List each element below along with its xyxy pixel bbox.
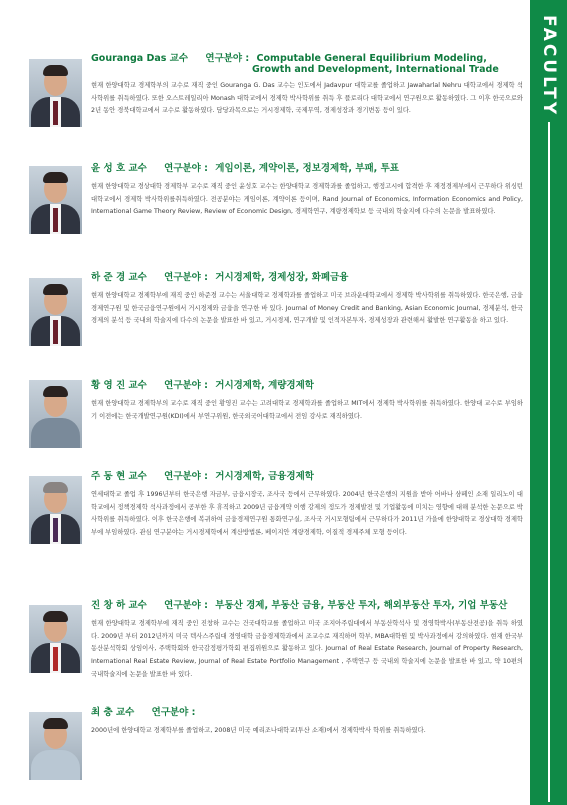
profile-heading: [91, 707, 521, 719]
professor-name: 하 준 경: [91, 272, 126, 283]
research-area-label: 연구분야 :: [164, 272, 208, 283]
profile-heading: [91, 163, 521, 175]
professor-bio: 현재 한양대학교 경제학부에 재직 중인 진창하 교수는 건국대학교를 졸업하고 미국 조지아주립대에서 부동산학석사 및 경영학박사(부동산전공)을 취득 하였다. 2009년 부터 2012년까지 미국 텍사스주립대 경영대학 금융경제학과에서 조교수로 재직하며 학부, MBA대학원 및 박사과정에서 강의하였다. 현재 한국부동산분석학회 상임이사, 주택학회와 한국감정평가학회 편집위원으로 활동하고 있다. Journal of Real Estate Research, Journal of Property Research, International Real Estate Review, Journal of Real Estate Portfolio Management , 주택연구 등 국내외 학술지에 논문을 발표한 바 있고, 약 10편의 국내학술지에 논문을 발표한 바 있다.: [91, 620, 523, 678]
professor-title: 교수: [128, 163, 147, 174]
professor-title: 교수: [169, 53, 189, 64]
professor-bio: 현재 한양대학교 경제학부에 재직 중인 하준경 교수는 서울대학교 경제학과를 졸업하고 미국 브라운대학교에서 경제학 박사학위를 취득하였다. 한국은행, 금융경제연구원 및 한국금융연구원에서 거시경제와 금융을 연구한 바 있다. Journal of Money Credit and Banking, Asian Economic Journal, 경제분석, 한국경제의 분석 등 국내외 학술지에 다수의 논문을 발표한 바 있고, 거시경제, 연구개발 및 인적자본투자, 경제성장과 관련해서 활발한 연구활동을 하고 있다.: [91, 292, 523, 325]
professor-bio: 현재 한양대학교 경제학부의 교수로 재직 중인 황영진 교수는 고려대학교 경제학과를 졸업하고 MIT에서 경제학 박사학위를 취득하였다. 한양대 교수로 부임하기 이전에는 한국개발연구원(KDI)에서 부연구위원, 한국외국어대학교에서 전임 강사로 재직하였다.: [91, 400, 523, 420]
portrait-photo: [29, 278, 82, 346]
portrait-photo: [29, 59, 82, 127]
profile-heading: [91, 380, 521, 392]
portrait-photo: [29, 166, 82, 234]
research-area: 거시경제학, 계량경제학: [215, 380, 314, 391]
sidebar-divider: [548, 122, 550, 802]
research-area-label: 연구분야 :: [205, 53, 250, 64]
portrait-photo: [29, 476, 82, 544]
profile-heading: [91, 471, 521, 483]
faculty-profile: [29, 272, 523, 352]
faculty-label: FACULTY: [539, 15, 559, 118]
professor-bio: 2000년에 한양대학교 경제학부를 졸업하고, 2008년 미국 예리조나대학교(투산 소재)에서 경제학박사 학위를 취득하였다.: [91, 727, 426, 734]
research-area-label: 연구분야 :: [164, 163, 208, 174]
professor-title: 교수: [128, 380, 147, 391]
professor-bio: 연세대학교 졸업 후 1996년부터 한국은행 자금부, 금융시장국, 조사국 등에서 근무하였다. 2004년 한국은행의 지원을 받아 어바나 샴페인 소재 일리노이 대학교에서 정책경제학 석사과정에서 공부한 후 휴직하고 2009년 금융게약 이행 강제의 정도가 경제발전 및 기업활동에 미치는 영향에 대해 분석한 논문으로 박사학위를 취득하였다. 이후 한국은행에 복귀하여 금융경제연구원 통화연구실, 조사국 거시모형팀에서 근무하다가 2011년 가을에 한양대학교 경상대학 경제학부에 부임하였다. 관심 연구분야는 거시경제학에서 계산방법론, 베이지안 계량경제학, 이질적 경제주체 모형 등이다.: [91, 491, 523, 537]
faculty-profile: [29, 707, 519, 782]
research-area: 부동산 경제, 부동산 금융, 부동산 투자, 해외부동산 투자, 기업 부동산: [215, 600, 508, 611]
faculty-profile: [29, 600, 523, 695]
research-area: Computable General Equilibrium Modeling,: [256, 53, 487, 64]
research-area: 거시경제학, 금융경제학: [215, 471, 314, 482]
research-area-label: 연구분야 :: [164, 600, 208, 611]
professor-name: 진 창 하: [91, 600, 126, 611]
faculty-profile: [29, 53, 523, 133]
professor-title: 교수: [128, 471, 147, 482]
professor-name: 윤 성 호: [91, 163, 126, 174]
profile-heading: [91, 600, 521, 612]
professor-name: 주 동 현: [91, 471, 126, 482]
research-area-continued: Growth and Development, International Trade: [252, 64, 499, 75]
portrait-photo: [29, 605, 82, 673]
professor-title: 교수: [128, 600, 147, 611]
professor-title: 교수: [115, 707, 135, 718]
research-area-label: 연구분야 :: [164, 471, 208, 482]
faculty-profile: [29, 163, 523, 248]
professor-name: Gouranga Das: [91, 53, 167, 64]
portrait-photo: [29, 712, 82, 780]
professor-bio: 현재 한양대학교 경상대학 경제학부 교수로 재직 중인 윤성호 교수는 한양대학교 경제학과를 졸업하고, 행정고시에 합격한 후 재정경제부에서 근무하다 위싱턴대학교에서 경제학 박사학위를취득하였다. 전공분야는 게임이론, 계약이론 등이며, Rand Journal of Economics, Information Economics and Policy, International Game Theory Review, Review of Economic Design, 경제학연구, 계량경제학보 등 국내외 학술지에 다수의 논문을 발표하였다.: [91, 183, 523, 216]
portrait-photo: [29, 380, 82, 448]
professor-title: 교수: [128, 272, 147, 283]
faculty-profile: [29, 471, 523, 581]
professor-name: 최 충: [91, 707, 113, 718]
research-area-label: 연구분야 :: [164, 380, 208, 391]
research-area: 거시경제학, 경제성장, 화폐금융: [215, 272, 349, 283]
professor-bio: 현재 한양대학교 경제학부의 교수로 재직 중인 Gouranga G. Das 교수는 인도에서 Jadavpur 대학교를 졸업하고 Jawaharlal Nehru 대학교에서 경제학 석사학위를 취득하였다. 또한 오스트레일리아 Monash 대학교에서 경제학 박사학위를 취득 후 플로리다 대학교에서 연구원으로 활동하였다. 그 이후 한국으로와 2년 동안 경북대학교에서 교수로 활동하였다. 담당과목으로는 거시경제학, 국제무역, 경제성장과 경기변동 등이 있다.: [91, 82, 523, 115]
faculty-profile: [29, 380, 523, 455]
research-area-label: 연구분야 :: [151, 707, 196, 718]
research-area: 게임이론, 계약이론, 정보경제학, 부패, 투표: [215, 163, 399, 174]
profile-heading: [91, 272, 521, 284]
professor-name: 황 영 진: [91, 380, 126, 391]
